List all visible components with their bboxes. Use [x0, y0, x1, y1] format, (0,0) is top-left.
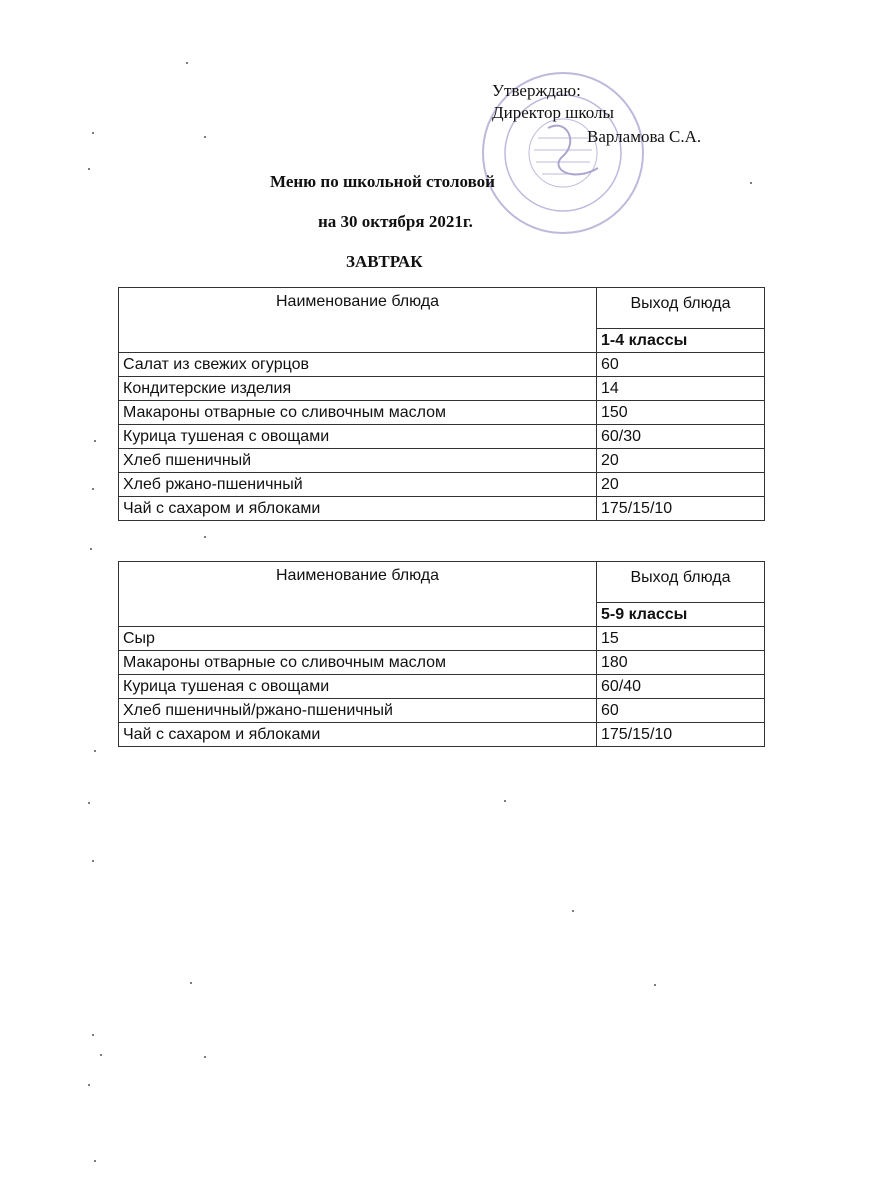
scan-speck — [90, 548, 92, 550]
scan-speck — [94, 750, 96, 752]
scan-speck — [92, 1034, 94, 1036]
table-row — [119, 377, 765, 401]
table-row — [119, 449, 765, 473]
dish-name: Курица тушеная с овощами — [119, 675, 597, 699]
scan-speck — [92, 860, 94, 862]
scan-speck — [88, 1084, 90, 1086]
scan-speck — [94, 440, 96, 442]
table-header-row — [119, 562, 765, 603]
dish-name: Хлеб пшеничный — [119, 449, 597, 473]
dish-output: 150 — [597, 401, 765, 425]
dish-output: 20 — [597, 473, 765, 497]
dish-output: 180 — [597, 651, 765, 675]
scan-speck — [88, 168, 90, 170]
scan-speck — [654, 984, 656, 986]
director-name: Варламова С.А. — [587, 127, 702, 146]
column-header-dish: Наименование блюда — [119, 288, 597, 353]
dish-name: Чай с сахаром и яблоками — [119, 723, 597, 747]
dish-name: Сыр — [119, 627, 597, 651]
dish-name: Чай с сахаром и яблоками — [119, 497, 597, 521]
scan-speck — [572, 910, 574, 912]
dish-name: Кондитерские изделия — [119, 377, 597, 401]
dish-name: Хлеб ржано-пшеничный — [119, 473, 597, 497]
dish-output: 175/15/10 — [597, 497, 765, 521]
dish-name: Макароны отварные со сливочным маслом — [119, 401, 597, 425]
dish-output: 14 — [597, 377, 765, 401]
scan-speck — [504, 800, 506, 802]
table-row — [119, 425, 765, 449]
dish-output: 60 — [597, 353, 765, 377]
menu-title: Меню по школьной столовой — [270, 172, 495, 191]
scan-speck — [190, 982, 192, 984]
scan-speck — [750, 182, 752, 184]
approval-block — [492, 80, 702, 146]
scan-speck — [204, 536, 206, 538]
dish-output: 60/40 — [597, 675, 765, 699]
class-label: 1-4 классы — [597, 329, 765, 353]
scan-speck — [100, 1054, 102, 1056]
dish-output: 20 — [597, 449, 765, 473]
dish-output: 60 — [597, 699, 765, 723]
dish-name: Макароны отварные со сливочным маслом — [119, 651, 597, 675]
class-label: 5-9 классы — [597, 603, 765, 627]
table-row — [119, 723, 765, 747]
dish-output: 15 — [597, 627, 765, 651]
table-row — [119, 675, 765, 699]
meal-heading: ЗАВТРАК — [346, 252, 423, 271]
scan-speck — [94, 1160, 96, 1162]
director-label: Директор школы — [492, 103, 614, 122]
dish-output: 60/30 — [597, 425, 765, 449]
scan-speck — [186, 62, 188, 64]
table-row — [119, 473, 765, 497]
table-header-row — [119, 288, 765, 329]
table-row — [119, 627, 765, 651]
scan-speck — [88, 802, 90, 804]
table-row — [119, 401, 765, 425]
column-header-output: Выход блюда — [597, 562, 765, 603]
scan-speck — [204, 136, 206, 138]
scan-speck — [92, 132, 94, 134]
dish-name: Курица тушеная с овощами — [119, 425, 597, 449]
scan-speck — [92, 488, 94, 490]
column-header-output: Выход блюда — [597, 288, 765, 329]
table-row — [119, 651, 765, 675]
table-row — [119, 353, 765, 377]
column-header-dish: Наименование блюда — [119, 562, 597, 627]
table-row — [119, 497, 765, 521]
dish-output: 175/15/10 — [597, 723, 765, 747]
menu-table-grades-1-4 — [118, 287, 765, 521]
approve-label: Утверждаю: — [492, 81, 581, 100]
dish-name: Салат из свежих огурцов — [119, 353, 597, 377]
scan-speck — [204, 1056, 206, 1058]
menu-date: на 30 октября 2021г. — [318, 212, 473, 231]
menu-table-grades-5-9 — [118, 561, 765, 747]
table-row — [119, 699, 765, 723]
dish-name: Хлеб пшеничный/ржано-пшеничный — [119, 699, 597, 723]
